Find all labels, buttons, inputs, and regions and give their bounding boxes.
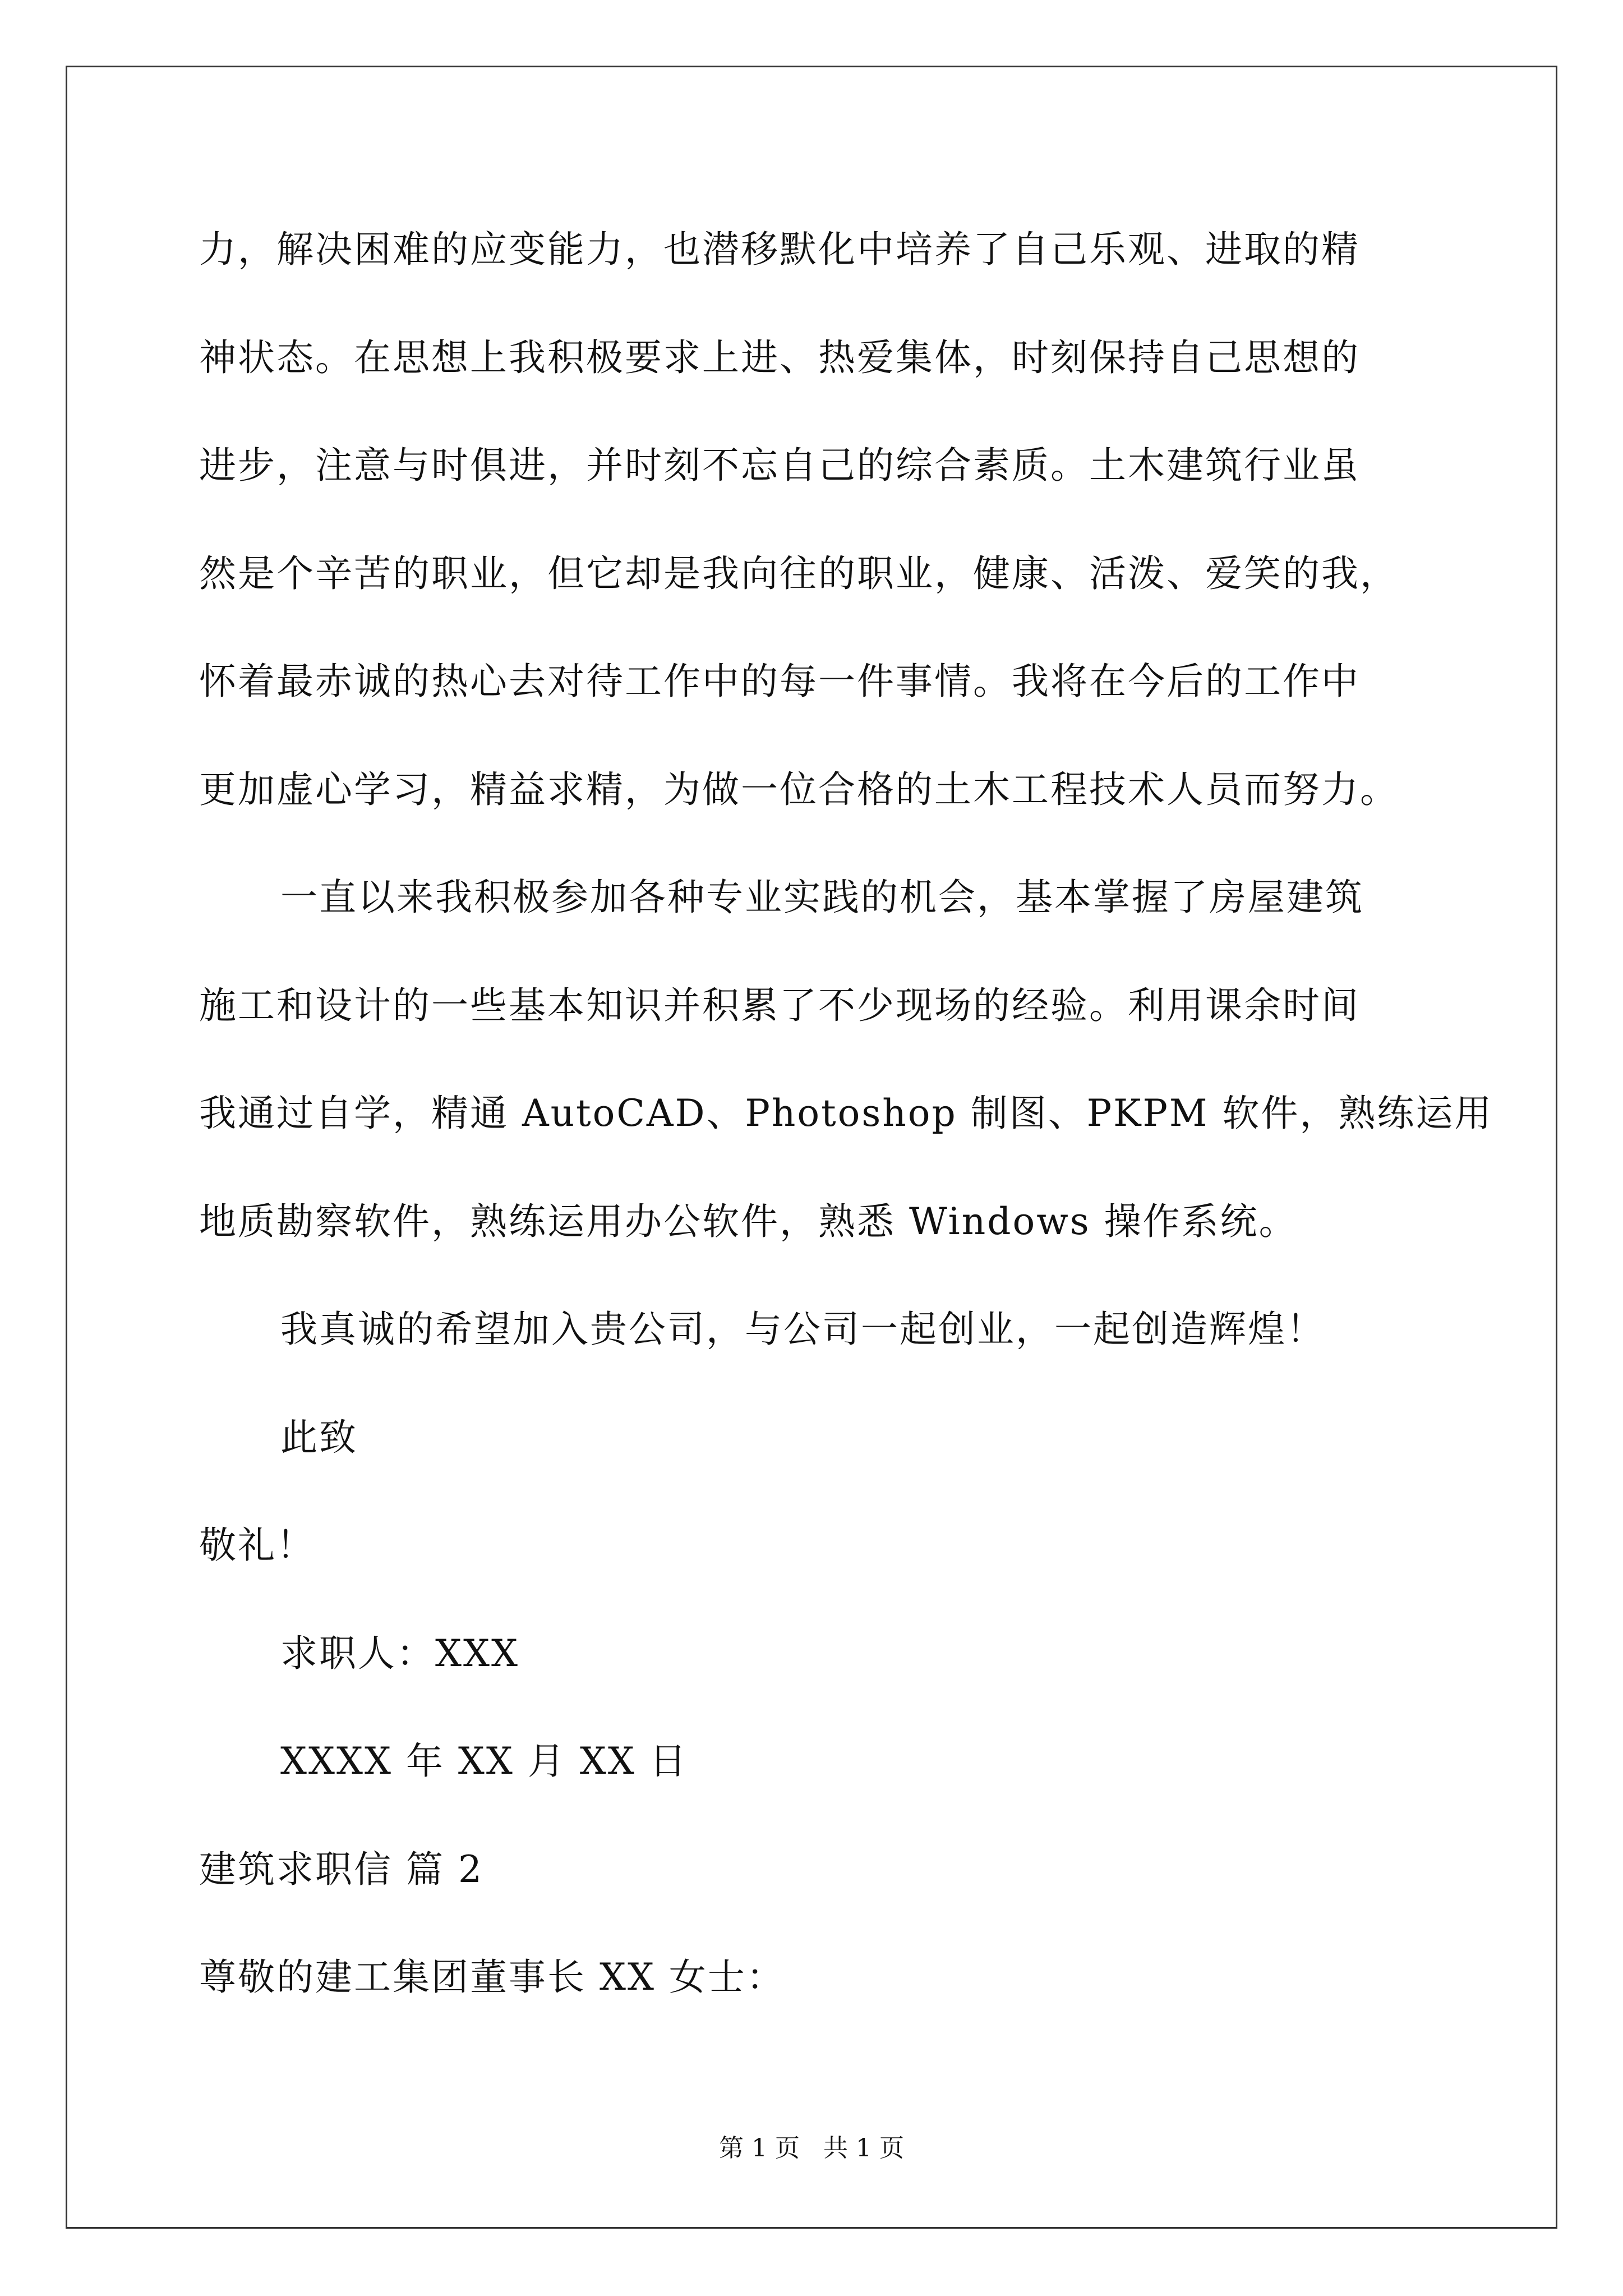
body-line-9: 我通过自学，精通 AutoCAD、Photoshop 制图、PKPM 软件，熟练运用: [199, 1092, 1493, 1135]
salutation-jingli: 敬礼！: [199, 1524, 315, 1567]
body-line-10: 地质勘察软件，熟练运用办公软件，熟悉 Windows 操作系统。: [199, 1200, 1298, 1243]
body-line-8: 施工和设计的一些基本知识并积累了不少现场的经验。利用课余时间: [199, 984, 1360, 1027]
addressee-line: 尊敬的建工集团董事长 XX 女士：: [199, 1955, 785, 1999]
closing-wish: 我真诚的希望加入贵公司，与公司一起创业，一起创造辉煌！: [280, 1308, 1325, 1351]
section-heading: 建筑求职信 篇 2: [199, 1848, 483, 1891]
date-line: XXXX 年 XX 月 XX 日: [280, 1740, 688, 1783]
applicant-line: 求职人：XXX: [280, 1632, 519, 1675]
body-line-7: 一直以来我积极参加各种专业实践的机会，基本掌握了房屋建筑: [280, 876, 1364, 919]
body-line-2: 神状态。在思想上我积极要求上进、热爱集体，时刻保持自己思想的: [199, 336, 1360, 379]
body-line-6: 更加虚心学习，精益求精，为做一位合格的土木工程技术人员而努力。: [199, 768, 1399, 811]
body-line-3: 进步，注意与时俱进，并时刻不忘自己的综合素质。土木建筑行业虽: [199, 444, 1360, 487]
salutation-cizhi: 此致: [280, 1416, 358, 1459]
body-line-1: 力，解决困难的应变能力，也潜移默化中培养了自己乐观、进取的精: [199, 228, 1360, 271]
body-line-4: 然是个辛苦的职业，但它却是我向往的职业，健康、活泼、爱笑的我，: [199, 552, 1399, 595]
body-line-5: 怀着最赤诚的热心去对待工作中的每一件事情。我将在今后的工作中: [199, 660, 1360, 703]
page-footer: 第 1 页 共 1 页: [719, 2134, 904, 2162]
page-border: [66, 66, 1557, 2229]
